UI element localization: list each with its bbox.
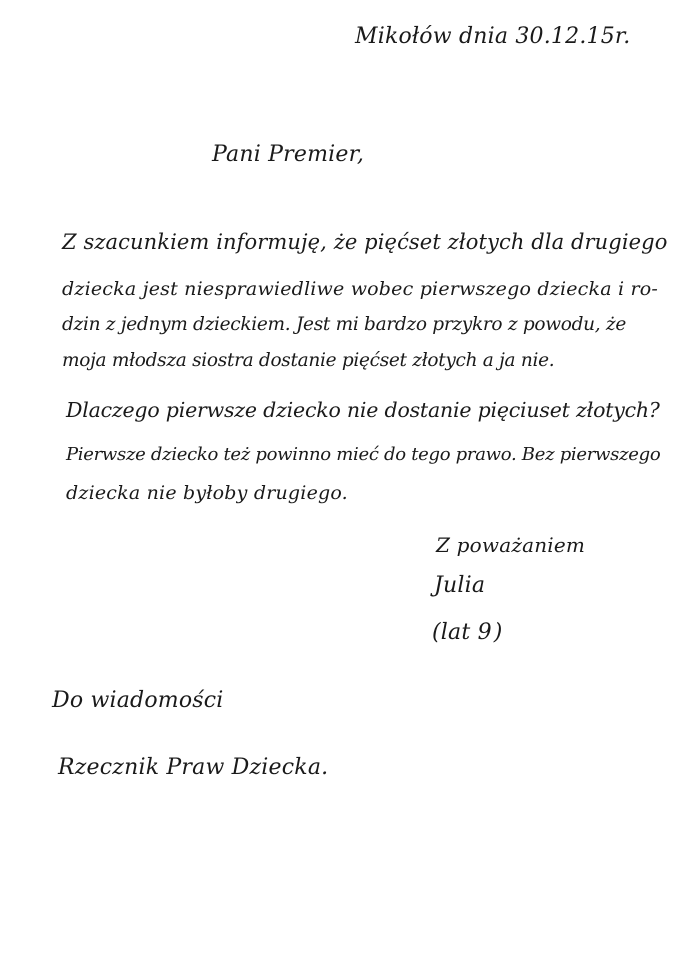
age-text: lat 9	[440, 620, 492, 645]
age-bracket-open: (	[432, 620, 441, 645]
paragraph-2-line-3: dziecka nie byłoby drugiego.	[66, 482, 348, 504]
date-line: Mikołów dnia 30.12.15r.	[355, 24, 631, 49]
cc-label: Do wiadomości	[52, 688, 224, 713]
signature-name: Julia	[434, 573, 486, 598]
paragraph-1-line-1: Z szacunkiem informuję, że pięćset złotych dla drugiego	[62, 230, 668, 254]
salutation: Pani Premier,	[212, 142, 365, 167]
paragraph-2-line-1: Dlaczego pierwsze dziecko nie dostanie pięciuset złotych?	[66, 398, 660, 422]
closing-phrase: Z poważaniem	[436, 533, 586, 557]
paragraph-1-line-3: dzin z jednym dzieckiem. Jest mi bardzo przykro z powodu, że	[62, 314, 627, 335]
paragraph-1-line-4: moja młodsza siostra dostanie pięćset złotych a ja nie.	[62, 350, 555, 371]
signature-age	[432, 622, 503, 644]
cc-recipient: Rzecznik Praw Dziecka.	[58, 755, 329, 780]
paragraph-2-line-2: Pierwsze dziecko też powinno mieć do tego prawo. Bez pierwszego	[66, 444, 661, 465]
paragraph-1-line-2: dziecka jest niesprawiedliwe wobec pierwszego dziecka i ro-	[62, 278, 659, 300]
age-bracket-close: )	[493, 620, 503, 645]
